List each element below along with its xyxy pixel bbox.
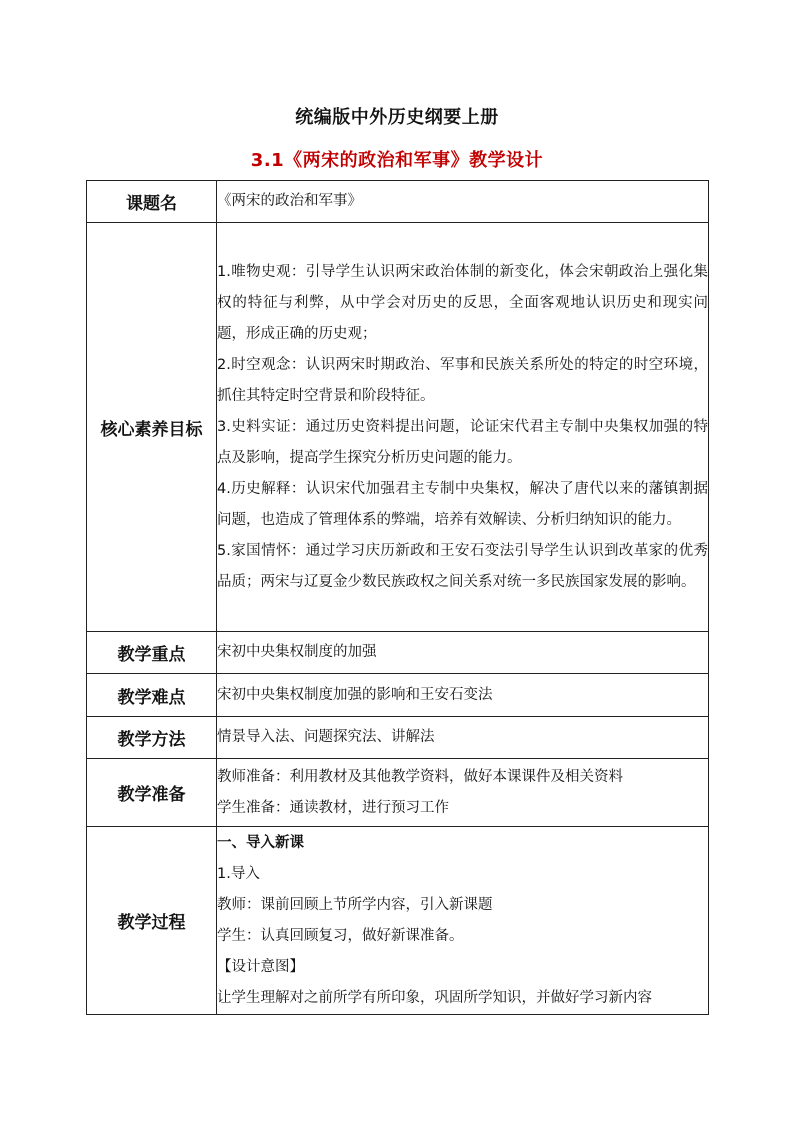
row-label-difficulties: 教学难点 xyxy=(87,674,217,717)
goal-item: 1.唯物史观：引导学生认识两宋政治体制的新变化，体会宋朝政治上强化集权的特征与利弊，从中学会对历史的反思，全面客观地认识历史和现实问题，形成正确的历史观； xyxy=(217,263,708,342)
row-label-goals: 核心素养目标 xyxy=(87,223,217,632)
process-intent-text: 让学生理解对之前所学有所印象，巩固所学知识，并做好学习新内容 xyxy=(217,990,652,1006)
goal-item: 4.历史解释：认识宋代加强君主专制中央集权，解决了唐代以来的藩镇割据问题，也造成了管理体系的弊端，培养有效解读、分析归纳知识的能力。 xyxy=(217,480,708,528)
goal-item: 5.家国情怀：通过学习庆历新政和王安石变法引导学生认识到改革家的优秀品质；两宋与辽夏金少数民族政权之间关系对统一多民族国家发展的影响。 xyxy=(217,542,708,590)
row-label-topic: 课题名 xyxy=(87,181,217,223)
process-section-heading: 一、导入新课 xyxy=(217,835,304,851)
table-row-process xyxy=(87,827,709,1015)
process-student: 学生：认真回顾复习，做好新课准备。 xyxy=(217,928,464,944)
goal-item: 2.时空观念：认识两宋时期政治、军事和民族关系所处的特定的时空环境，抓住其特定时空背景和阶段特征。 xyxy=(217,356,708,404)
row-label-methods: 教学方法 xyxy=(87,717,217,759)
goals-content xyxy=(217,223,709,632)
process-intent-heading: 【设计意图】 xyxy=(217,959,304,975)
table-row-topic xyxy=(87,181,709,223)
key-points-value: 宋初中央集权制度的加强 xyxy=(217,632,709,674)
row-label-key-points: 教学重点 xyxy=(87,632,217,674)
row-label-preparation: 教学准备 xyxy=(87,759,217,827)
table-row-difficulties xyxy=(87,674,709,717)
teacher-preparation: 教师准备：利用教材及其他教学资料，做好本课课件及相关资料 xyxy=(217,768,623,785)
lesson-plan-table xyxy=(86,180,709,1015)
table-row-key-points xyxy=(87,632,709,674)
student-preparation: 学生准备：通读教材，进行预习工作 xyxy=(217,799,449,816)
table-row-preparation xyxy=(87,759,709,827)
methods-value: 情景导入法、问题探究法、讲解法 xyxy=(217,717,709,759)
document-subtitle: 3.1《两宋的政治和军事》教学设计 xyxy=(250,150,544,171)
table-row-goals xyxy=(87,223,709,632)
goal-item: 3.史料实证：通过历史资料提出问题，论证宋代君主专制中央集权加强的特点及影响，提高学生探究分析历史问题的能力。 xyxy=(217,418,708,466)
topic-value: 《两宋的政治和军事》 xyxy=(217,181,709,223)
process-teacher: 教师：课前回顾上节所学内容，引入新课题 xyxy=(217,897,493,913)
process-content xyxy=(217,827,709,1015)
table-row-methods xyxy=(87,717,709,759)
row-label-process: 教学过程 xyxy=(87,827,217,1015)
difficulties-value: 宋初中央集权制度加强的影响和王安石变法 xyxy=(217,674,709,717)
document-title: 统编版中外历史纲要上册 xyxy=(295,107,499,128)
preparation-content xyxy=(217,759,709,827)
process-step: 1.导入 xyxy=(217,866,260,882)
